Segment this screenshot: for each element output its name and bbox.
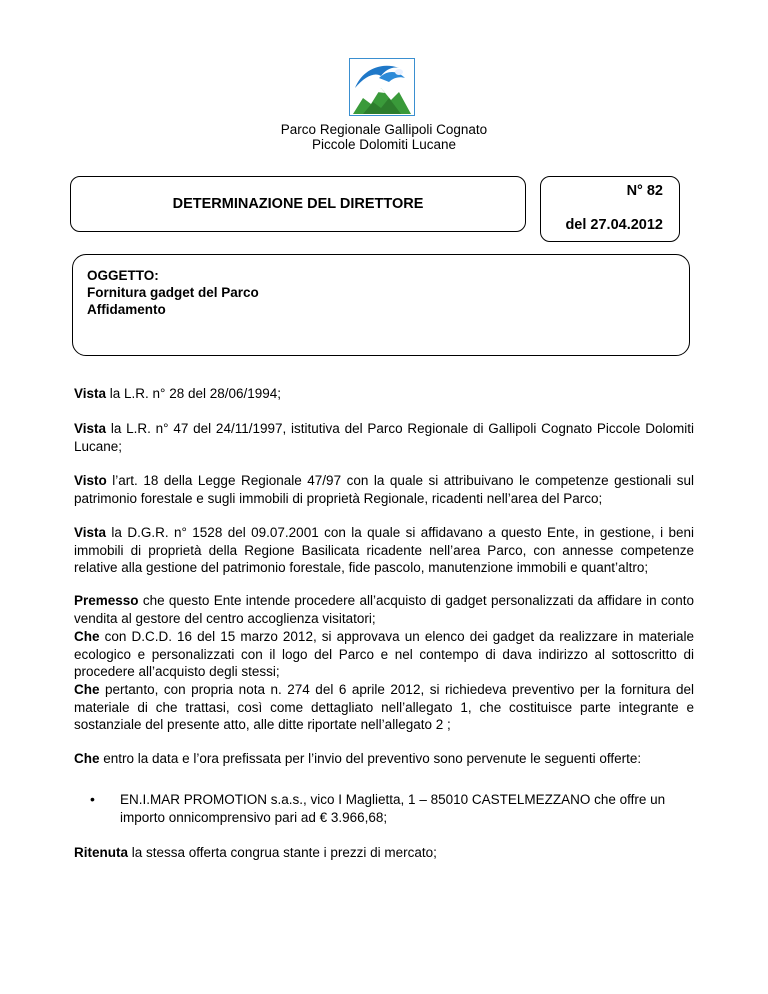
paragraph-text: pertanto, con propria nota n. 274 del 6 aprile 2012, si richiedeva preventivo per la fornitura del materiale di che trattasi, così come dettagliato nell’allegato 1, che costituisce parte integrante e sostanziale del presente atto, alle ditte riportate nell’allegato 2 ; [74, 682, 694, 732]
bullet-icon: • [90, 791, 95, 807]
paragraph-text: l’art. 18 della Legge Regionale 47/97 con la quale si attribuivano le competenze gestionali sul patrimonio forestale e sugli immobili di proprietà Regionale, ricadenti nell’area del Parco; [74, 473, 694, 506]
determination-title: DETERMINAZIONE DEL DIRETTORE [172, 196, 424, 212]
subject-box [72, 254, 690, 356]
determination-number: N° 82 [626, 183, 663, 199]
paragraph [74, 524, 694, 577]
paragraph-text: che questo Ente intende procedere all’acquisto di gadget personalizzati da affidare in conto vendita al gestore del centro accoglienza visitatori; [74, 593, 694, 626]
paragraph [74, 844, 694, 862]
paragraph [74, 420, 694, 455]
subject-label: OGGETTO: [87, 268, 159, 283]
paragraph-lead: Visto [74, 473, 107, 488]
paragraph [74, 750, 694, 768]
organization-subtitle: Piccole Dolomiti Lucane [311, 137, 457, 152]
subject-line-1: Fornitura gadget del Parco [87, 285, 259, 300]
paragraph-lead: Che [74, 629, 100, 644]
paragraph-text: la L.R. n° 28 del 28/06/1994; [106, 386, 282, 401]
paragraph-text: con D.C.D. 16 del 15 marzo 2012, si approvava un elenco dei gadget da realizzare in materiale ecologico e personalizzati con il logo del Parco e nel contempo di dava indirizzo al sottoscritto di procedere all’acquisto degli stessi; [74, 629, 694, 679]
determination-number-box [540, 176, 680, 242]
determination-title-box [70, 176, 526, 232]
paragraph [74, 681, 694, 734]
paragraph [74, 385, 694, 403]
paragraph-text: la stessa offerta congrua stante i prezzi di mercato; [128, 845, 437, 860]
offer-text: EN.I.MAR PROMOTION s.a.s., vico I Maglietta, 1 – 85010 CASTELMEZZANO che offre un importo onnicomprensivo pari ad € 3.966,68; [120, 792, 666, 825]
paragraph [74, 628, 694, 681]
determination-date: del 27.04.2012 [565, 217, 663, 233]
paragraph [74, 592, 694, 627]
park-logo [349, 58, 415, 116]
paragraph-text: entro la data e l’ora prefissata per l’invio del preventivo sono pervenute le seguenti offerte: [99, 751, 642, 766]
paragraph-text: la L.R. n° 47 del 24/11/1997, istitutiva del Parco Regionale di Gallipoli Cognato Piccole Dolomiti Lucane; [74, 421, 694, 454]
paragraph [74, 472, 694, 507]
subject-line-2: Affidamento [87, 302, 166, 317]
organization-name: Parco Regionale Gallipoli Cognato [280, 122, 488, 137]
paragraph-lead: Che [74, 682, 100, 697]
paragraph-lead: Vista [74, 525, 107, 540]
paragraph-lead: Premesso [74, 593, 139, 608]
paragraph-lead: Vista [74, 386, 107, 401]
paragraph-text: la D.G.R. n° 1528 del 09.07.2001 con la quale si affidavano a questo Ente, in gestione, i beni immobili di proprietà della Regione Basilicata ricadente nell’area Parco, con annesse competenze relative alla gestione del patrimonio forestale, fide pascolo, manutenzione immobili e quant’altro; [74, 525, 694, 575]
paragraph-lead: Vista [74, 421, 107, 436]
paragraph-lead: Che [74, 751, 100, 766]
paragraph-lead: Ritenuta [74, 845, 128, 860]
